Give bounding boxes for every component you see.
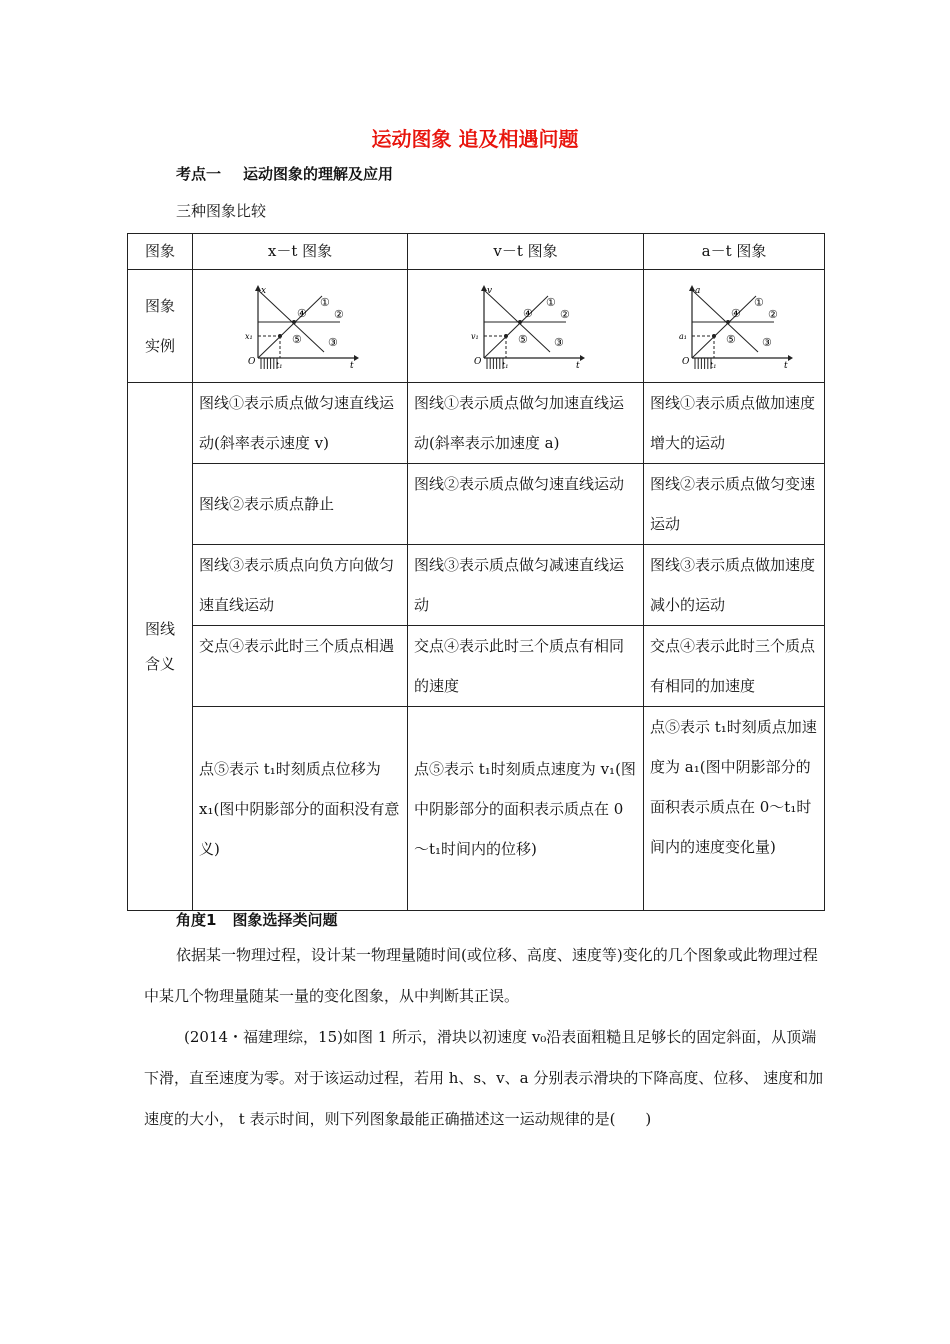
mark-2: ② <box>334 307 344 321</box>
mark-3: ③ <box>553 335 564 349</box>
mark-4: ④ <box>731 306 741 320</box>
mark-3: ③ <box>762 335 772 349</box>
origin-label: O <box>473 356 481 367</box>
row3-at: 图线③表示质点做加速度减小的运动 <box>644 545 825 626</box>
row5-vt: 点⑤表示 t₁时刻质点速度为 v₁(图中阴影部分的面积表示质点在 0～t₁时间内的位移) <box>408 707 644 911</box>
mark-1: ① <box>545 295 556 309</box>
example-label: 图象实例 <box>144 297 175 355</box>
header-label: 图象 <box>128 234 193 270</box>
graph-line-3 <box>692 290 758 352</box>
t-axis-label: t <box>350 360 354 369</box>
row1-vt: 图线①表示质点做匀加速直线运动(斜率表示加速度 a) <box>408 383 644 464</box>
point-5 <box>504 334 508 338</box>
t-axis-arrow <box>354 355 359 361</box>
xt-graph-cell <box>193 270 408 383</box>
y-axis-label: v <box>486 285 492 296</box>
at-graph <box>674 284 794 369</box>
row2-at: 图线②表示质点做匀变速运动 <box>644 464 825 545</box>
point-4 <box>292 320 296 324</box>
section-number: 考点一 <box>176 165 222 183</box>
t-axis-arrow <box>788 355 793 361</box>
graph-line-3 <box>484 290 550 352</box>
mark-2: ② <box>768 307 778 321</box>
page-title: 运动图象 追及相遇问题 <box>371 127 579 151</box>
row3-vt: 图线③表示质点做匀减速直线运动 <box>408 545 644 626</box>
y1-label: a₁ <box>679 331 687 341</box>
row2-vt: 图线②表示质点做匀速直线运动 <box>408 464 644 545</box>
y1-label: x₁ <box>245 331 253 341</box>
graph-line-1 <box>258 296 322 358</box>
graph-line-1 <box>692 296 756 358</box>
row4-at: 交点④表示此时三个质点有相同的加速度 <box>644 626 825 707</box>
at-graph-cell <box>644 270 825 383</box>
comparison-table <box>127 233 825 911</box>
example-label-cell <box>128 270 193 383</box>
mark-1: ① <box>320 295 330 309</box>
vt-graph-cell <box>408 270 644 383</box>
t-axis-arrow <box>580 355 585 361</box>
paragraph-2: (2014・福建理综，15)如图 1 所示，滑块以初速度 v₀沿表面粗糙且足够长的固定斜面，从顶端下滑，直至速度为零。对于该运动过程，若用 h、s、v、a 分别表示滑块的下降高度、位移、 速度和加速度的大小， t 表示时间，则下列图象最能正确描述这一运动规律的是( ) <box>144 1028 824 1128</box>
row1-xt: 图线①表示质点做匀速直线运动(斜率表示速度 v) <box>193 383 408 464</box>
mark-5: ⑤ <box>726 332 736 346</box>
vt-graph <box>466 284 586 369</box>
mark-5: ⑤ <box>517 332 528 346</box>
y1-label: v₁ <box>470 331 479 341</box>
point-4 <box>726 320 730 324</box>
t1-label: t₁ <box>710 360 717 369</box>
paragraph-1: 依据某一物理过程，设计某一物理量随时间(或位移、高度、速度等)变化的几个图象或此物理过程中某几个物理量随某一量的变化图象，从中判断其正误。 <box>144 946 818 1005</box>
header-xt: x－t 图象 <box>193 234 408 270</box>
header-at: a－t 图象 <box>644 234 825 270</box>
origin-label: O <box>248 356 256 367</box>
row5-xt: 点⑤表示 t₁时刻质点位移为 x₁(图中阴影部分的面积没有意义) <box>193 707 408 911</box>
origin-label: O <box>682 356 690 367</box>
t1-label: t₁ <box>501 360 508 369</box>
y-axis-label: x <box>261 285 267 296</box>
y-axis-label: a <box>695 285 701 296</box>
row5-at: 点⑤表示 t₁时刻质点加速度为 a₁(图中阴影部分的面积表示质点在 0～t₁时间内的速度变化量) <box>644 707 825 911</box>
mark-5: ⑤ <box>292 332 302 346</box>
header-vt: v－t 图象 <box>408 234 644 270</box>
t-axis-label: t <box>784 360 788 369</box>
row1-at: 图线①表示质点做加速度增大的运动 <box>644 383 825 464</box>
row4-vt: 交点④表示此时三个质点有相同的速度 <box>408 626 644 707</box>
section-heading <box>176 163 393 184</box>
row4-xt: 交点④表示此时三个质点相遇 <box>193 626 408 707</box>
row3-xt: 图线③表示质点向负方向做匀速直线运动 <box>193 545 408 626</box>
mark-4: ④ <box>522 306 533 320</box>
mark-4: ④ <box>297 306 307 320</box>
angle-name: 图象选择类问题 <box>232 911 338 929</box>
point-5 <box>712 334 716 338</box>
point-4 <box>518 320 522 324</box>
row2-xt: 图线②表示质点静止 <box>193 464 408 545</box>
mark-1: ① <box>754 295 764 309</box>
section-name: 运动图象的理解及应用 <box>243 165 394 183</box>
point-5 <box>278 334 282 338</box>
meaning-label-cell <box>128 383 193 911</box>
t1-label: t₁ <box>276 360 283 369</box>
meaning-label: 图线含义 <box>144 619 175 673</box>
mark-2: ② <box>559 307 570 321</box>
angle-heading <box>176 909 337 930</box>
angle-number: 角度1 <box>176 911 217 929</box>
t-axis-label: t <box>575 360 580 369</box>
graph-line-3 <box>258 290 324 352</box>
mark-3: ③ <box>328 335 338 349</box>
graph-line-1 <box>484 296 548 358</box>
xt-graph <box>240 284 360 369</box>
subtitle: 三种图象比较 <box>176 202 267 220</box>
